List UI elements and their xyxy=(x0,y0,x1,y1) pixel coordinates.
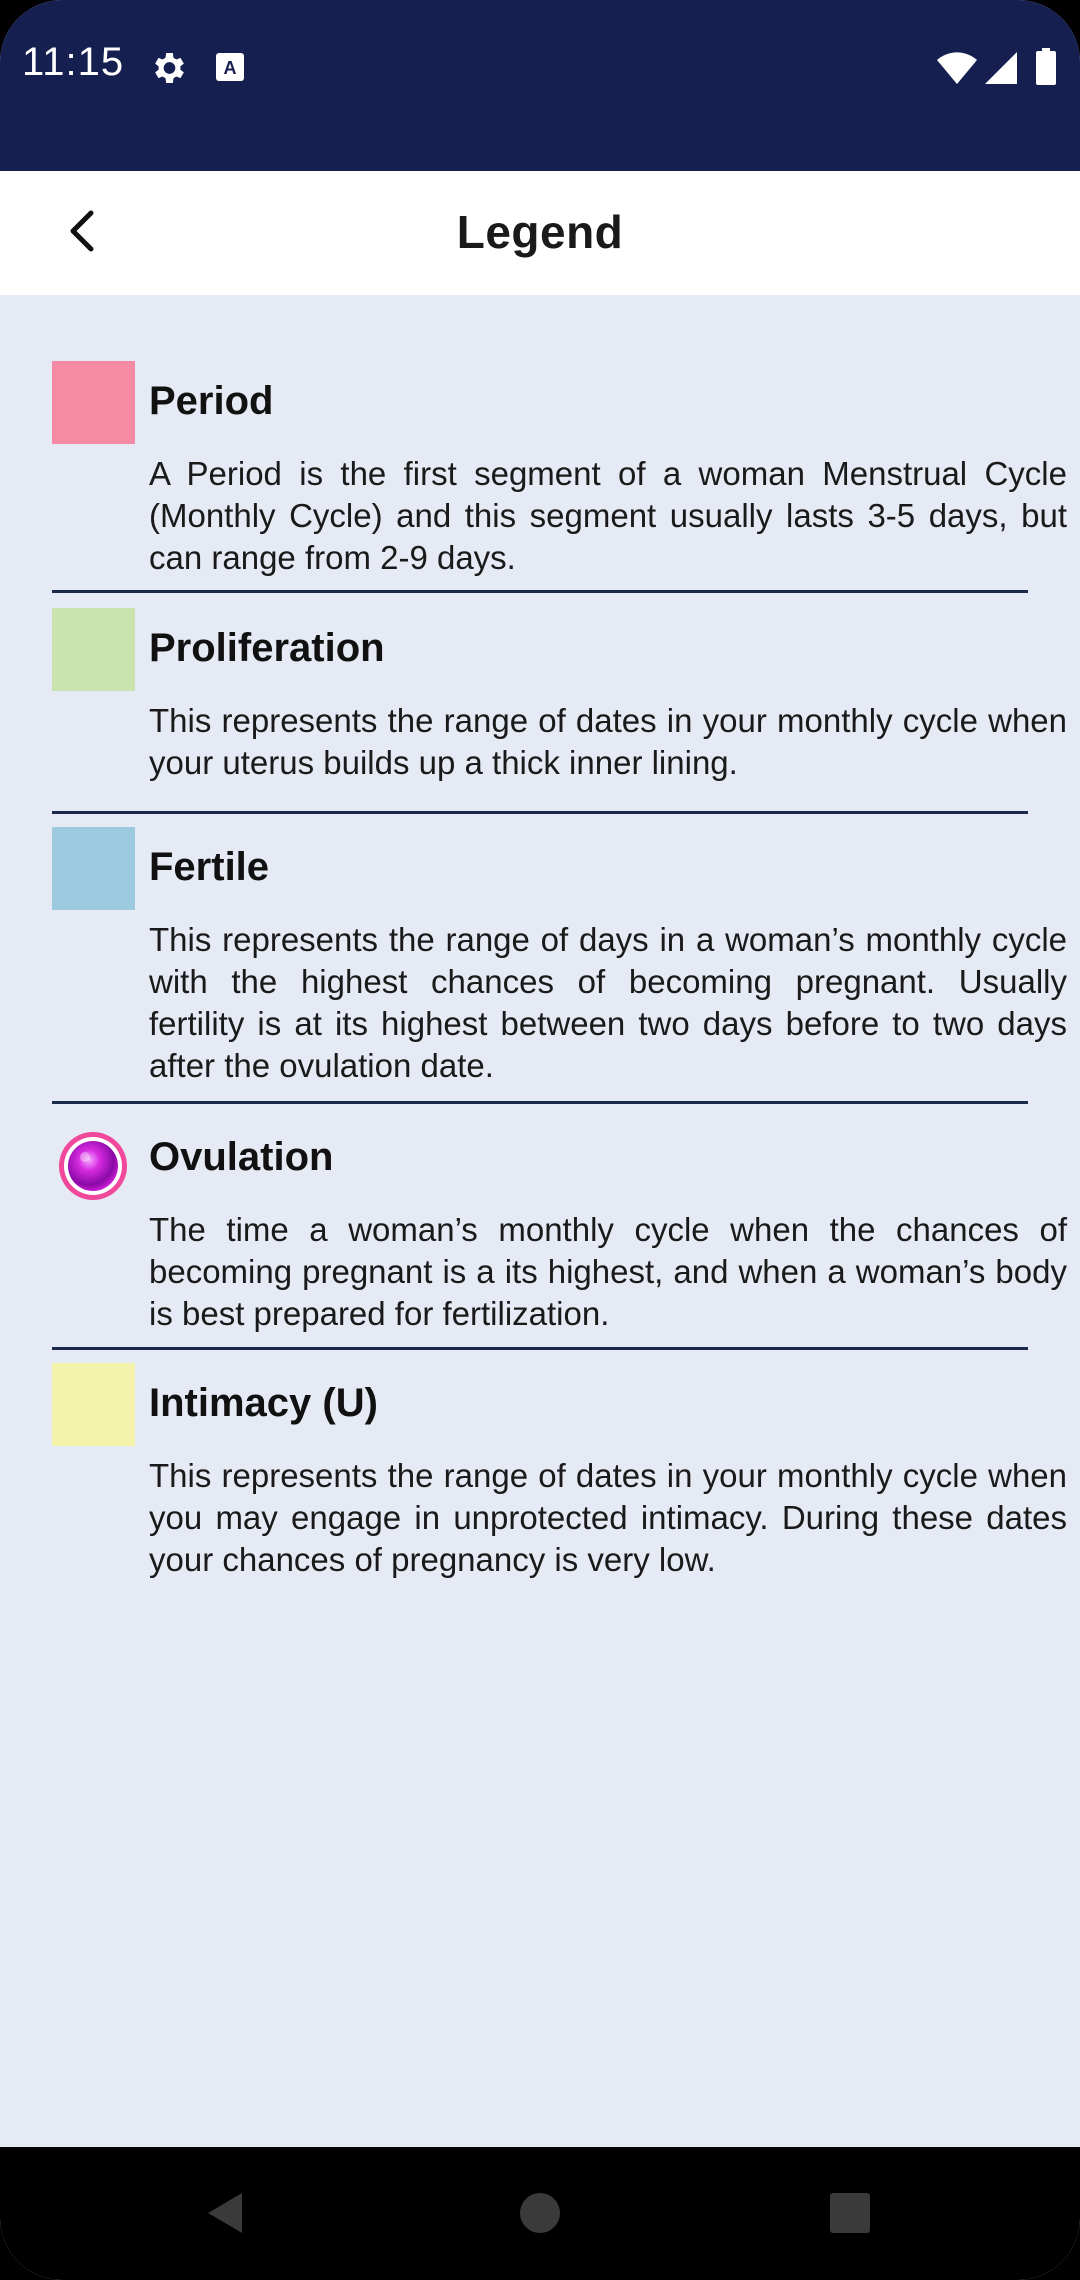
app-header xyxy=(0,171,1080,295)
legend-item-title: Intimacy (U) xyxy=(149,1381,378,1425)
gear-icon xyxy=(148,48,188,93)
nav-home-button[interactable] xyxy=(512,2187,568,2243)
nav-recents-button[interactable] xyxy=(822,2187,878,2243)
legend-item-title: Proliferation xyxy=(149,626,385,670)
legend-item-description: This represents the range of days in a woman’s monthly cycle with the highest chances of becoming pregnant. Usually fertility is at its highest between two days before to two days after the ovulation date. xyxy=(149,921,1067,1084)
legend-item-fertile xyxy=(52,827,1067,1104)
nav-back-button[interactable] xyxy=(196,2187,252,2243)
legend-item-ovulation xyxy=(52,1117,1067,1350)
battery-icon xyxy=(1035,48,1057,91)
status-time: 11:15 xyxy=(22,40,125,84)
status-bar xyxy=(0,0,1080,171)
intimacy-color-swatch xyxy=(52,1363,135,1446)
ovulation-icon xyxy=(56,1129,130,1203)
system-nav-bar xyxy=(0,2147,1080,2280)
legend-item-title: Period xyxy=(149,379,274,423)
back-triangle-icon xyxy=(202,2189,246,2242)
legend-item-description: This represents the range of dates in your monthly cycle when your uterus builds up a thick inner lining. xyxy=(149,702,1067,781)
legend-item-description: A Period is the first segment of a woman Menstrual Cycle (Monthly Cycle) and this segment usually lasts 3-5 days, but can range from 2-9 days. xyxy=(149,455,1067,576)
legend-item-description: This represents the range of dates in your monthly cycle when you may engage in unprotected intimacy. During these dates your chances of pregnancy is very low. xyxy=(149,1457,1067,1578)
home-circle-icon xyxy=(518,2191,562,2240)
legend-item-title: Fertile xyxy=(149,845,270,889)
legend-item-description: The time a woman’s monthly cycle when the chances of becoming pregnant is a its highest, and when a woman’s body is best prepared for fertilization. xyxy=(149,1211,1067,1332)
a-indicator-icon xyxy=(215,52,245,87)
proliferation-color-swatch xyxy=(52,608,135,691)
legend-content xyxy=(0,295,1080,2147)
fertile-color-swatch xyxy=(52,827,135,910)
wifi-icon xyxy=(936,50,978,91)
legend-item-proliferation xyxy=(52,608,1067,814)
period-color-swatch xyxy=(52,361,135,444)
page-title: Legend xyxy=(456,206,624,258)
legend-item-intimacy xyxy=(52,1363,1067,1633)
svg-text:A: A xyxy=(223,58,237,78)
legend-item-title: Ovulation xyxy=(149,1135,334,1179)
recents-square-icon xyxy=(828,2191,872,2240)
signal-icon xyxy=(983,50,1019,91)
legend-item-period xyxy=(52,361,1067,593)
